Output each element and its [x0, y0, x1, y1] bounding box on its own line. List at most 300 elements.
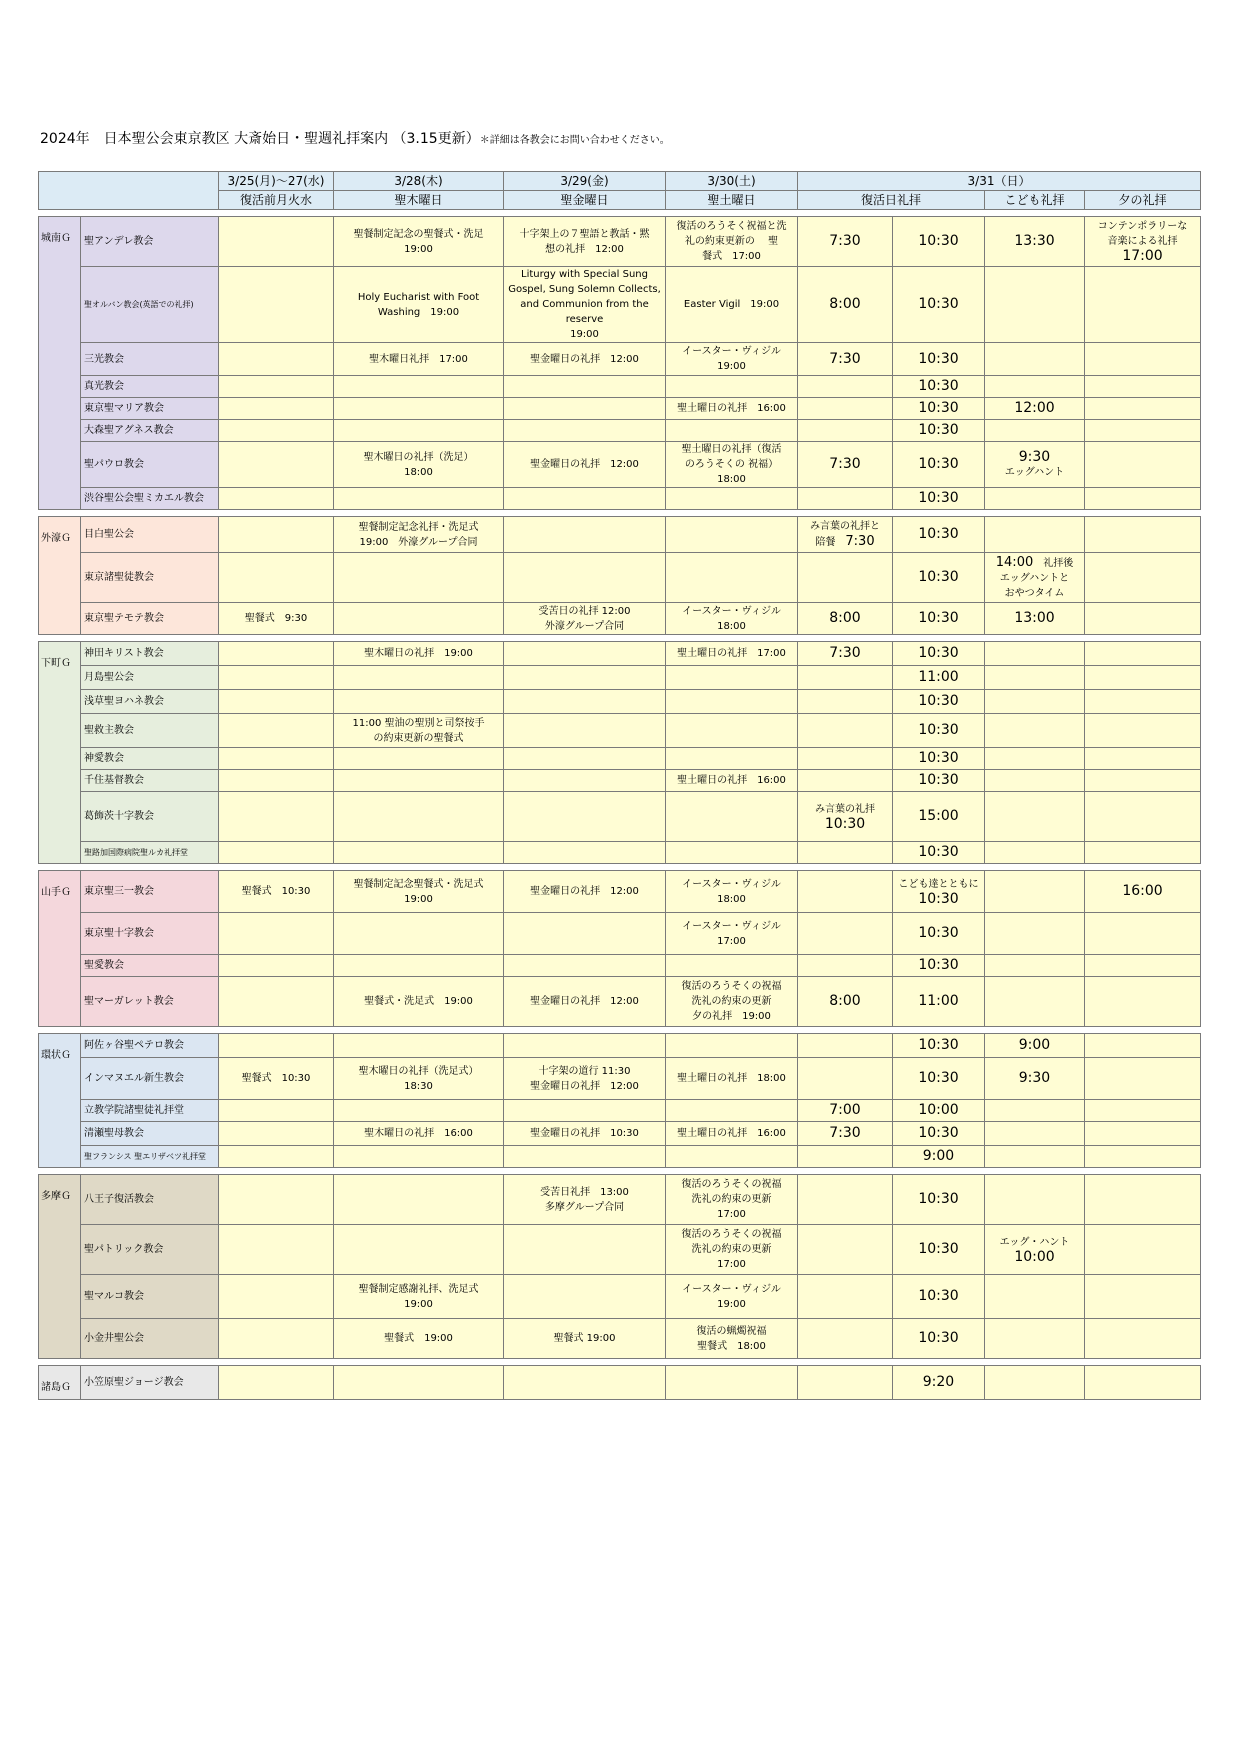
service-cell	[334, 398, 504, 420]
service-cell: 10:30	[893, 442, 985, 488]
service-cell	[798, 913, 893, 955]
header-date: 3/31（日）	[798, 172, 1201, 191]
header-date: 3/28(木)	[334, 172, 504, 191]
service-cell	[334, 955, 504, 977]
service-cell	[985, 1319, 1085, 1359]
service-cell: 聖金曜日の礼拝 12:00	[504, 977, 666, 1027]
table-row	[39, 1175, 1201, 1225]
table-row	[39, 748, 1201, 770]
service-cell: 聖木曜日の礼拝 19:00	[334, 642, 504, 666]
service-cell: 7:30	[798, 1122, 893, 1146]
service-cell	[1085, 553, 1201, 603]
service-cell	[1085, 690, 1201, 714]
service-cell: 9:00	[985, 1034, 1085, 1058]
service-cell	[985, 842, 1085, 864]
service-cell	[985, 977, 1085, 1027]
service-cell	[666, 376, 798, 398]
service-cell: 10:30	[893, 603, 985, 635]
service-cell: 聖金曜日の礼拝 12:00	[504, 871, 666, 913]
church-name: 八王子復活教会	[81, 1175, 219, 1225]
service-cell: 復活の蝋燭祝福 聖餐式 18:00	[666, 1319, 798, 1359]
service-cell	[504, 714, 666, 748]
church-name: 聖フランシス 聖エリザベツ礼拝堂	[81, 1146, 219, 1168]
table-row	[39, 1122, 1201, 1146]
church-name: 阿佐ヶ谷聖ペテロ教会	[81, 1034, 219, 1058]
service-cell: 10:30	[893, 217, 985, 267]
service-cell	[798, 690, 893, 714]
service-cell: イースター・ヴィジル 18:00	[666, 871, 798, 913]
service-cell: エッグ・ハント 10:00	[985, 1225, 1085, 1275]
church-name: 聖パウロ教会	[81, 442, 219, 488]
title-note: ＊詳細は各教会にお問い合わせください。	[479, 135, 670, 146]
service-cell	[1085, 376, 1201, 398]
service-cell	[798, 955, 893, 977]
title-main: 2024年 日本聖公会東京教区 大斎始日・聖週礼拝案内 （3.15更新）	[40, 131, 480, 147]
service-cell	[798, 1366, 893, 1400]
header-corner	[39, 172, 219, 210]
service-cell	[1085, 267, 1201, 343]
service-cell: 14:00 礼拝後 エッグハントと おやつタイム	[985, 553, 1085, 603]
service-cell	[334, 842, 504, 864]
service-cell	[798, 1034, 893, 1058]
service-cell	[219, 1034, 334, 1058]
group-label: 山手Ｇ	[39, 871, 81, 1027]
service-cell	[666, 1366, 798, 1400]
church-name: 神愛教会	[81, 748, 219, 770]
header-service: 復活前月火水	[219, 191, 334, 210]
table-row	[39, 603, 1201, 635]
service-cell	[666, 714, 798, 748]
service-cell	[504, 376, 666, 398]
service-cell: 8:00	[798, 267, 893, 343]
table-row	[39, 1146, 1201, 1168]
service-cell	[504, 666, 666, 690]
service-cell: 9:30	[985, 1058, 1085, 1100]
service-cell	[1085, 1034, 1201, 1058]
service-cell: 聖金曜日の礼拝 10:30	[504, 1122, 666, 1146]
group-gap	[39, 1359, 1201, 1366]
service-cell: 7:30	[798, 343, 893, 376]
service-cell	[666, 517, 798, 553]
service-cell	[219, 1146, 334, 1168]
service-cell: 聖金曜日の礼拝 12:00	[504, 343, 666, 376]
service-cell	[334, 1366, 504, 1400]
service-cell: 復活のろうそくの祝福 洗礼の約束の更新 17:00	[666, 1175, 798, 1225]
group-label: 下町Ｇ	[39, 642, 81, 864]
service-cell: 11:00	[893, 977, 985, 1027]
service-cell	[985, 1275, 1085, 1319]
table-row	[39, 1275, 1201, 1319]
group-label: 外濠Ｇ	[39, 517, 81, 635]
service-cell	[504, 748, 666, 770]
service-cell	[985, 955, 1085, 977]
service-cell	[985, 792, 1085, 842]
service-cell	[1085, 488, 1201, 510]
service-cell	[219, 1319, 334, 1359]
service-cell	[504, 955, 666, 977]
service-cell	[219, 1122, 334, 1146]
service-cell	[1085, 343, 1201, 376]
service-cell	[985, 376, 1085, 398]
service-cell	[666, 955, 798, 977]
service-cell	[798, 748, 893, 770]
service-cell: 復活のろうそくの祝福 洗礼の約束の更新 17:00	[666, 1225, 798, 1275]
service-cell	[666, 1034, 798, 1058]
service-cell	[504, 913, 666, 955]
table-row	[39, 343, 1201, 376]
service-cell: 13:00	[985, 603, 1085, 635]
service-cell: 10:30	[893, 690, 985, 714]
service-cell: 7:30	[798, 217, 893, 267]
service-cell	[985, 871, 1085, 913]
service-cell	[219, 343, 334, 376]
service-cell	[334, 690, 504, 714]
service-cell	[219, 842, 334, 864]
service-cell: 10:30	[893, 343, 985, 376]
table-row	[39, 1058, 1201, 1100]
service-cell	[219, 714, 334, 748]
service-cell: 受苦日の礼拝 12:00 外濠グループ合同	[504, 603, 666, 635]
service-cell	[219, 517, 334, 553]
service-cell	[219, 267, 334, 343]
service-cell: 10:30	[893, 1122, 985, 1146]
service-cell	[1085, 842, 1201, 864]
table-row	[39, 217, 1201, 267]
service-cell	[504, 553, 666, 603]
church-name: 千住基督教会	[81, 770, 219, 792]
church-name: 小笠原聖ジョージ教会	[81, 1366, 219, 1400]
service-cell	[219, 442, 334, 488]
church-name: 三光教会	[81, 343, 219, 376]
service-cell: 10:00	[893, 1100, 985, 1122]
service-cell	[219, 977, 334, 1027]
service-cell	[985, 748, 1085, 770]
service-cell	[1085, 1319, 1201, 1359]
service-cell: コンテンポラリーな 音楽による礼拝 17:00	[1085, 217, 1201, 267]
service-cell: 聖土曜日の礼拝（復活 のろうそくの 祝福） 18:00	[666, 442, 798, 488]
service-cell	[985, 714, 1085, 748]
service-cell	[219, 1175, 334, 1225]
service-cell: 聖餐式 19:00	[334, 1319, 504, 1359]
service-cell: 10:30	[893, 1058, 985, 1100]
service-cell: 7:30	[798, 642, 893, 666]
church-name: 葛飾茨十字教会	[81, 792, 219, 842]
service-cell: 10:30	[893, 955, 985, 977]
service-cell: 聖木曜日の礼拝 16:00	[334, 1122, 504, 1146]
service-cell	[1085, 1275, 1201, 1319]
service-cell	[666, 488, 798, 510]
table-row	[39, 714, 1201, 748]
service-cell	[334, 1034, 504, 1058]
service-cell	[334, 748, 504, 770]
service-cell	[1085, 977, 1201, 1027]
service-cell: 16:00	[1085, 871, 1201, 913]
group-gap	[39, 1027, 1201, 1034]
table-row	[39, 792, 1201, 842]
service-cell: 10:30	[893, 1225, 985, 1275]
service-cell	[1085, 714, 1201, 748]
service-cell: イースター・ヴィジル 19:00	[666, 1275, 798, 1319]
service-cell	[219, 1225, 334, 1275]
church-name: 目白聖公会	[81, 517, 219, 553]
service-cell	[798, 553, 893, 603]
service-cell	[985, 642, 1085, 666]
church-name: 聖救主教会	[81, 714, 219, 748]
service-cell	[504, 1034, 666, 1058]
service-cell	[985, 517, 1085, 553]
header-date-row	[39, 172, 1201, 191]
service-cell	[798, 666, 893, 690]
service-cell	[798, 842, 893, 864]
service-cell	[1085, 603, 1201, 635]
church-name: 東京諸聖徒教会	[81, 553, 219, 603]
church-name: 清瀬聖母教会	[81, 1122, 219, 1146]
service-cell	[798, 420, 893, 442]
service-cell	[219, 748, 334, 770]
service-cell	[798, 1175, 893, 1225]
service-cell	[798, 398, 893, 420]
service-cell: こども達とともに 10:30	[893, 871, 985, 913]
service-cell: 十字架の道行 11:30 聖金曜日の礼拝 12:00	[504, 1058, 666, 1100]
group-label: 環状Ｇ	[39, 1034, 81, 1168]
service-cell: 聖餐式 10:30	[219, 1058, 334, 1100]
service-cell	[985, 913, 1085, 955]
service-cell	[1085, 398, 1201, 420]
service-cell	[798, 376, 893, 398]
service-cell	[798, 770, 893, 792]
service-cell	[798, 1058, 893, 1100]
church-name: 大森聖アグネス教会	[81, 420, 219, 442]
church-name: インマヌエル新生教会	[81, 1058, 219, 1100]
table-row	[39, 666, 1201, 690]
service-cell: 10:30	[893, 1175, 985, 1225]
service-cell	[334, 1100, 504, 1122]
service-cell	[504, 792, 666, 842]
service-cell: Liturgy with Special Sung Gospel, Sung Solemn Collects, and Communion from the reserve 19:00	[504, 267, 666, 343]
service-cell: 10:30	[893, 1034, 985, 1058]
service-cell: 聖土曜日の礼拝 16:00	[666, 770, 798, 792]
group-gap	[39, 1168, 1201, 1175]
service-cell	[504, 842, 666, 864]
service-cell	[985, 488, 1085, 510]
service-cell: 7:30	[798, 442, 893, 488]
service-cell: 聖餐式 10:30	[219, 871, 334, 913]
table-row	[39, 690, 1201, 714]
table-row	[39, 442, 1201, 488]
service-cell: 10:30	[893, 420, 985, 442]
service-cell	[1085, 420, 1201, 442]
service-cell	[219, 642, 334, 666]
church-name: 東京聖マリア教会	[81, 398, 219, 420]
service-cell	[985, 420, 1085, 442]
table-row	[39, 642, 1201, 666]
service-cell: 聖餐制定記念聖餐式・洗足式 19:00	[334, 871, 504, 913]
table-row	[39, 1225, 1201, 1275]
service-cell: 9:00	[893, 1146, 985, 1168]
header-service: 聖土曜日	[666, 191, 798, 210]
church-name: 聖愛教会	[81, 955, 219, 977]
service-cell	[219, 666, 334, 690]
group-gap	[39, 864, 1201, 871]
service-cell	[798, 1319, 893, 1359]
church-name: 渋谷聖公会聖ミカエル教会	[81, 488, 219, 510]
service-cell	[666, 553, 798, 603]
church-name: 真光教会	[81, 376, 219, 398]
header-date: 3/30(土)	[666, 172, 798, 191]
schedule-table	[38, 171, 1201, 1400]
service-cell: 聖土曜日の礼拝 16:00	[666, 398, 798, 420]
table-row	[39, 1034, 1201, 1058]
church-name: 聖パトリック教会	[81, 1225, 219, 1275]
header-service: 復活日礼拝	[798, 191, 985, 210]
service-cell	[798, 1275, 893, 1319]
header-service: 夕の礼拝	[1085, 191, 1201, 210]
group-gap	[39, 210, 1201, 217]
header-service: 聖木曜日	[334, 191, 504, 210]
service-cell	[219, 217, 334, 267]
service-cell: 10:30	[893, 267, 985, 343]
service-cell	[219, 376, 334, 398]
service-cell	[219, 955, 334, 977]
service-cell: 12:00	[985, 398, 1085, 420]
service-cell	[504, 517, 666, 553]
service-cell	[985, 1366, 1085, 1400]
service-cell: 13:30	[985, 217, 1085, 267]
service-cell	[334, 488, 504, 510]
service-cell: 十字架上の７聖語と教話・黙 想の礼拝 12:00	[504, 217, 666, 267]
service-cell: 聖土曜日の礼拝 16:00	[666, 1122, 798, 1146]
service-cell	[1085, 442, 1201, 488]
service-cell: 10:30	[893, 398, 985, 420]
service-cell	[666, 748, 798, 770]
service-cell	[219, 1100, 334, 1122]
service-cell	[219, 1275, 334, 1319]
header-date: 3/29(金)	[504, 172, 666, 191]
header-service: こども礼拝	[985, 191, 1085, 210]
church-name: 小金井聖公会	[81, 1319, 219, 1359]
church-name: 東京聖テモテ教会	[81, 603, 219, 635]
table-row	[39, 1319, 1201, 1359]
church-name: 神田キリスト教会	[81, 642, 219, 666]
service-cell: 聖木曜日礼拝 17:00	[334, 343, 504, 376]
service-cell	[1085, 1122, 1201, 1146]
church-name: 聖マルコ教会	[81, 1275, 219, 1319]
table-row	[39, 871, 1201, 913]
service-cell	[985, 267, 1085, 343]
service-cell	[1085, 642, 1201, 666]
service-cell: イースター・ヴィジル 19:00	[666, 343, 798, 376]
service-cell: 受苦日礼拝 13:00 多摩グループ合同	[504, 1175, 666, 1225]
service-cell	[334, 913, 504, 955]
service-cell: 10:30	[893, 553, 985, 603]
service-cell	[666, 666, 798, 690]
service-cell	[798, 871, 893, 913]
table-row	[39, 842, 1201, 864]
service-cell: 9:30 エッグハント	[985, 442, 1085, 488]
service-cell	[1085, 792, 1201, 842]
service-cell: 10:30	[893, 748, 985, 770]
service-cell: 10:30	[893, 770, 985, 792]
church-name: 東京聖三一教会	[81, 871, 219, 913]
service-cell	[219, 690, 334, 714]
service-cell: 聖土曜日の礼拝 18:00	[666, 1058, 798, 1100]
table-row	[39, 955, 1201, 977]
church-name: 立教学院諸聖徒礼拝堂	[81, 1100, 219, 1122]
service-cell	[1085, 517, 1201, 553]
service-cell	[1085, 1225, 1201, 1275]
service-cell: 11:00 聖油の聖別と司祭按手 の約束更新の聖餐式	[334, 714, 504, 748]
service-cell: 10:30	[893, 642, 985, 666]
table-row	[39, 1366, 1201, 1400]
table-row	[39, 913, 1201, 955]
service-cell: 聖木曜日の礼拝（洗足） 18:00	[334, 442, 504, 488]
service-cell	[798, 1225, 893, 1275]
service-cell	[666, 420, 798, 442]
service-cell: 8:00	[798, 603, 893, 635]
service-cell: 復活のろうそくの祝福 洗礼の約束の更新 夕の礼拝 19:00	[666, 977, 798, 1027]
service-cell	[504, 690, 666, 714]
group-label: 諸島Ｇ	[39, 1366, 81, 1400]
church-name: 月島聖公会	[81, 666, 219, 690]
service-cell	[504, 1225, 666, 1275]
church-name: 聖マーガレット教会	[81, 977, 219, 1027]
service-cell: 聖餐制定感謝礼拝、洗足式 19:00	[334, 1275, 504, 1319]
service-cell: Holy Eucharist with Foot Washing 19:00	[334, 267, 504, 343]
service-cell	[985, 1100, 1085, 1122]
service-cell	[334, 1225, 504, 1275]
service-cell	[504, 1100, 666, 1122]
service-cell	[219, 420, 334, 442]
service-cell: 聖餐式 9:30	[219, 603, 334, 635]
church-name: 聖オルバン教会(英語での礼拝)	[81, 267, 219, 343]
service-cell	[504, 488, 666, 510]
service-cell: 10:30	[893, 376, 985, 398]
service-cell	[798, 488, 893, 510]
service-cell	[504, 420, 666, 442]
service-cell: 聖餐式 19:00	[504, 1319, 666, 1359]
service-cell	[1085, 770, 1201, 792]
table-row	[39, 1100, 1201, 1122]
service-cell: 聖土曜日の礼拝 17:00	[666, 642, 798, 666]
service-cell	[666, 792, 798, 842]
service-cell: 10:30	[893, 714, 985, 748]
service-cell	[985, 690, 1085, 714]
service-cell	[1085, 1175, 1201, 1225]
service-cell	[504, 1275, 666, 1319]
service-cell	[666, 842, 798, 864]
service-cell: 9:20	[893, 1366, 985, 1400]
service-cell	[798, 714, 893, 748]
service-cell	[1085, 666, 1201, 690]
table-row	[39, 398, 1201, 420]
table-row	[39, 488, 1201, 510]
service-cell: 7:00	[798, 1100, 893, 1122]
service-cell	[504, 398, 666, 420]
service-cell: み言葉の礼拝 10:30	[798, 792, 893, 842]
service-cell	[504, 1146, 666, 1168]
header-service: 聖金曜日	[504, 191, 666, 210]
service-cell	[219, 913, 334, 955]
service-cell	[1085, 1366, 1201, 1400]
table-row	[39, 977, 1201, 1027]
service-cell: 11:00	[893, 666, 985, 690]
service-cell	[985, 1146, 1085, 1168]
group-gap	[39, 635, 1201, 642]
service-cell	[1085, 748, 1201, 770]
service-cell: 8:00	[798, 977, 893, 1027]
group-label: 多摩Ｇ	[39, 1175, 81, 1359]
service-cell: 10:30	[893, 1319, 985, 1359]
